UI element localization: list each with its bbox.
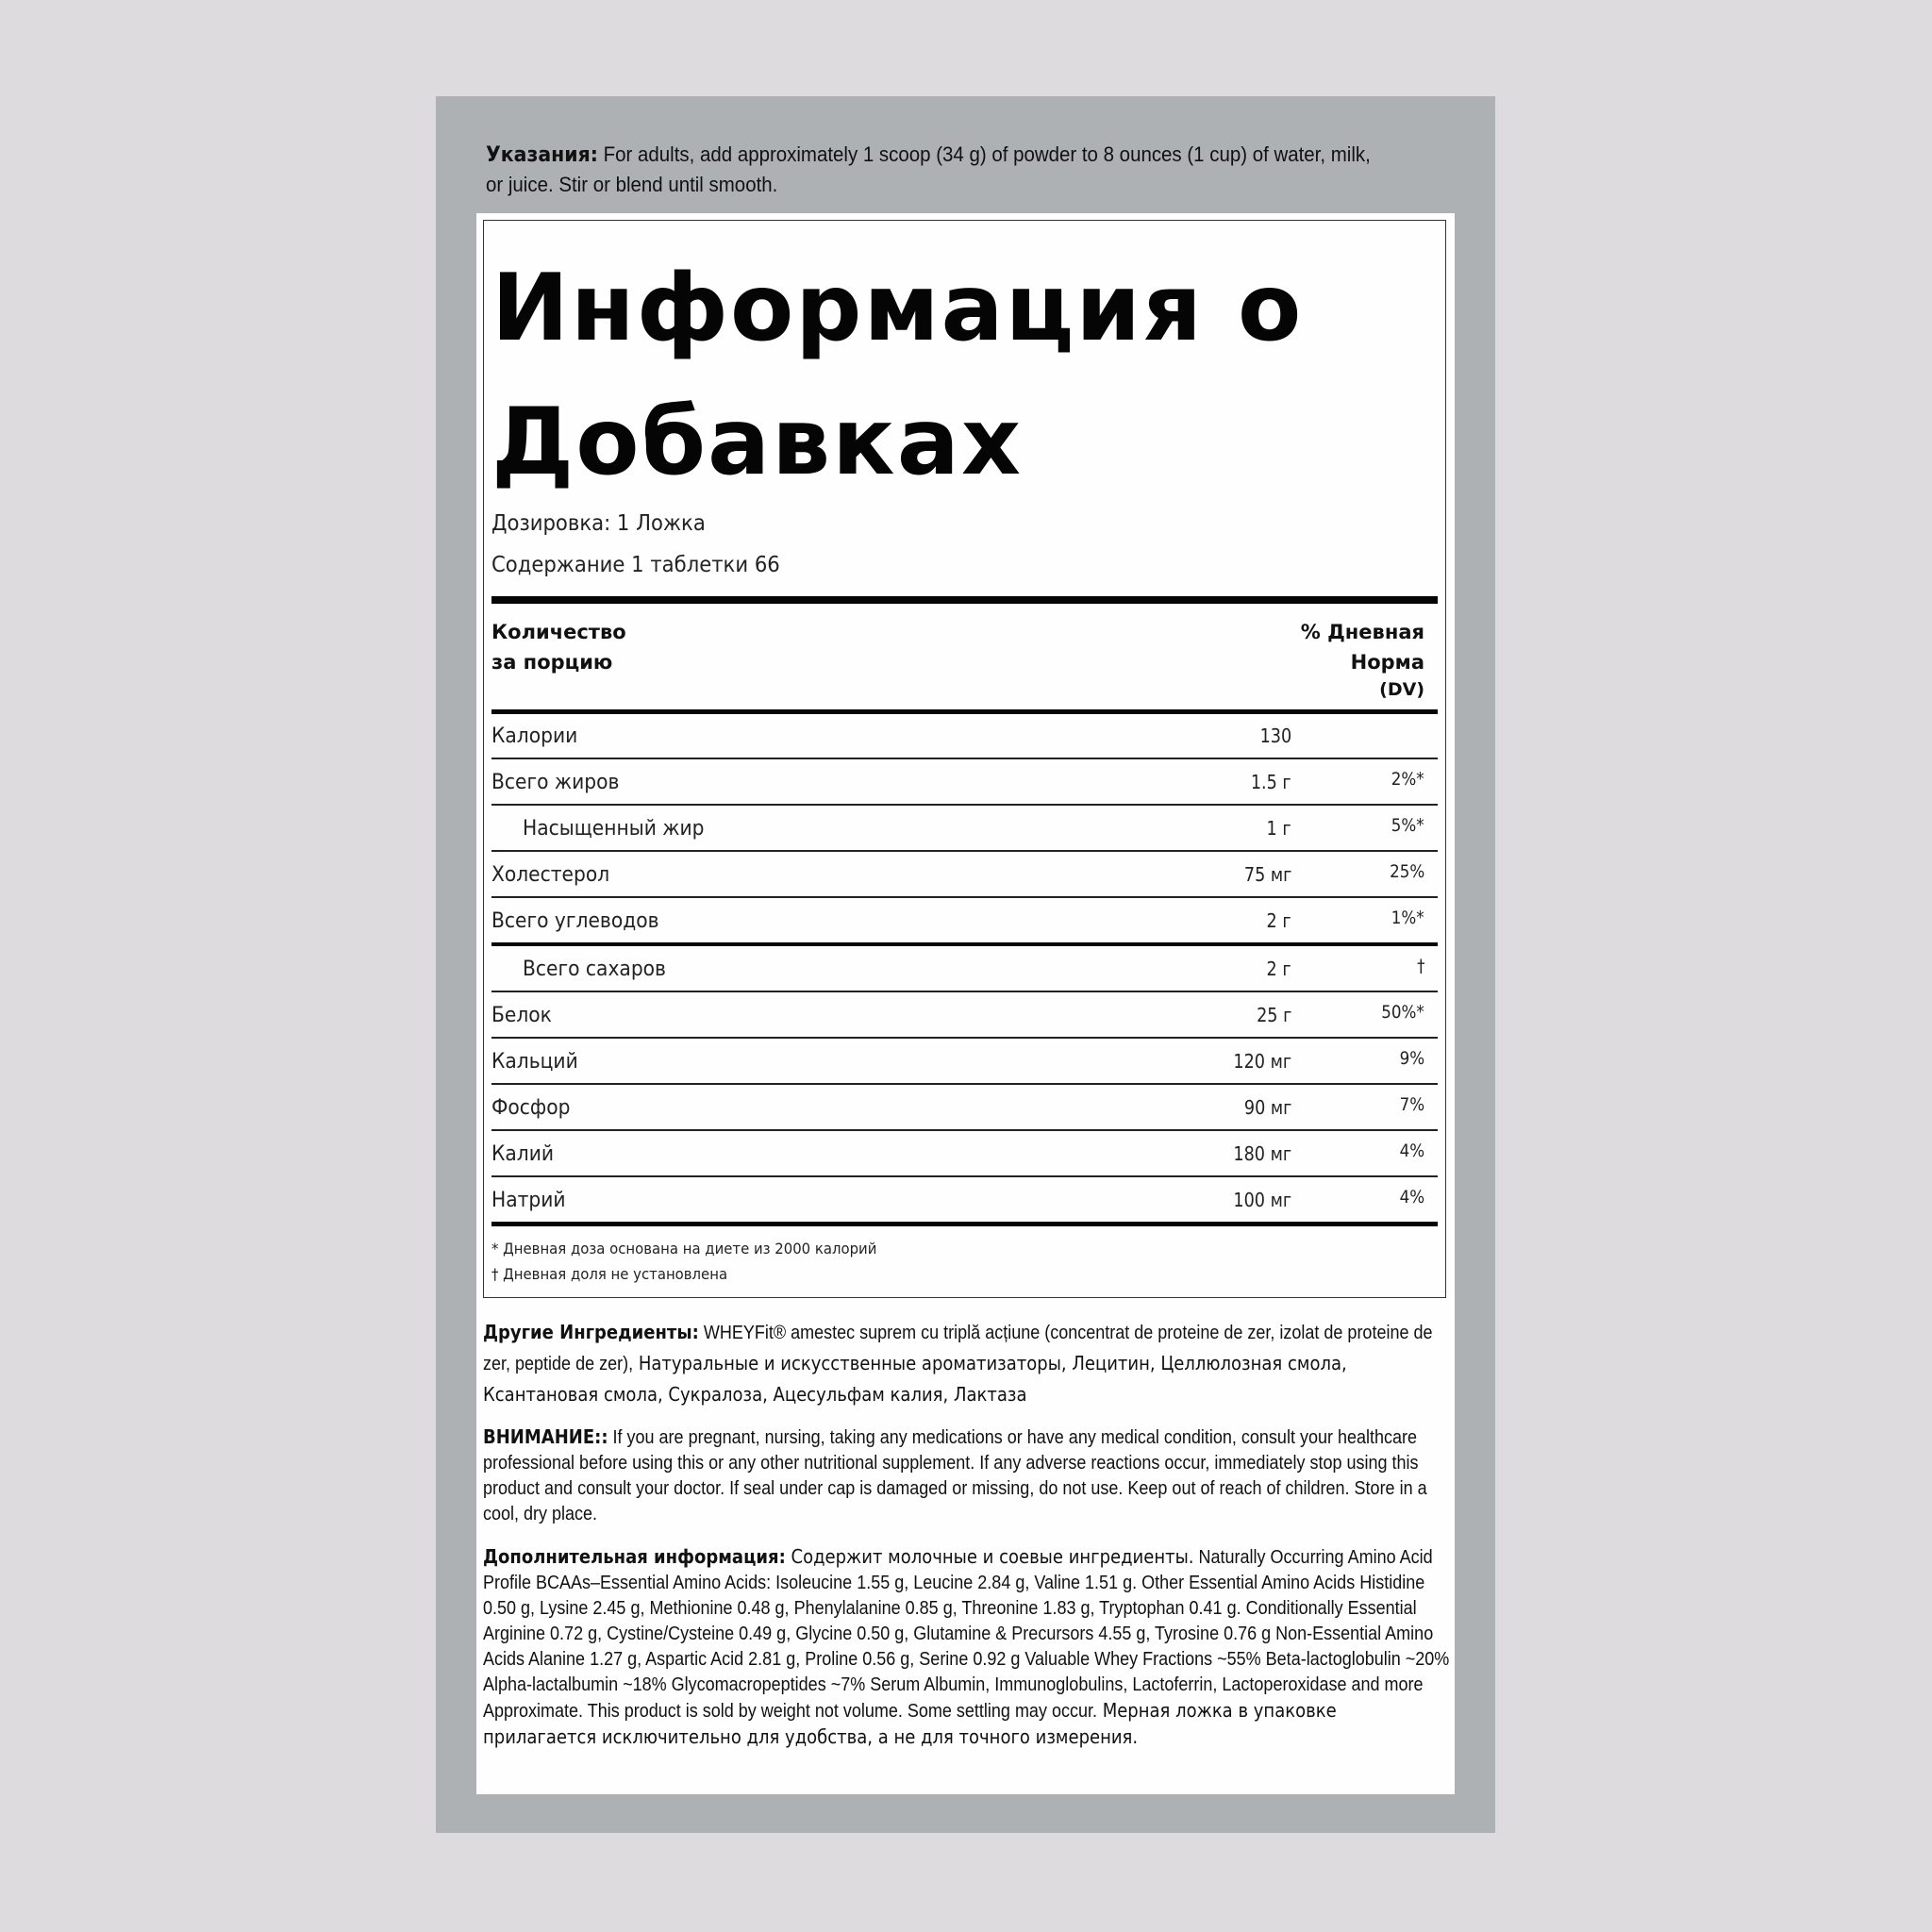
amount-per-serving-header xyxy=(491,617,626,677)
additional-info-label: Дополнительная информация: xyxy=(483,1545,786,1568)
nutrient-amount: 90 мг xyxy=(1243,1096,1291,1119)
nutrient-name: Белок xyxy=(491,1004,552,1027)
table-row xyxy=(491,992,1438,1039)
table-row xyxy=(491,946,1438,992)
table-row xyxy=(491,1085,1438,1131)
nutrient-dv: 4% xyxy=(1399,1187,1424,1208)
nutrient-amount: 25 г xyxy=(1256,1004,1291,1026)
nutrient-dv: 9% xyxy=(1399,1048,1424,1069)
nutrient-name: Калий xyxy=(491,1142,555,1166)
other-ingredients xyxy=(483,1317,1455,1410)
nutrient-name: Всего жиров xyxy=(491,771,620,794)
amount-header-line-2: за порцию xyxy=(491,651,613,674)
other-ingredients-cyrillic: Натуральные и искусственные ароматизаторы, Лецитин, Целлюлозная смола, Ксантановая смола, Сукралоза, Ацесульфам калия, Лактаза xyxy=(483,1352,1347,1406)
nutrient-name: Натрий xyxy=(491,1189,566,1212)
nutrient-amount: 2 г xyxy=(1266,909,1291,932)
dv-header-line-3: (DV) xyxy=(1379,679,1424,700)
warning-text: If you are pregnant, nursing, taking any medications or have any medical condition, consult your healthcare professional before using this or any other nutritional supplement. If any adverse reactions occur, immediately stop using this product and consult your doctor. If seal under cap is damaged or missing, do not use. Keep out of reach of children. Store in a cool, dry place. xyxy=(483,1427,1427,1524)
nutrient-dv: 50%* xyxy=(1381,1002,1424,1023)
nutrient-amount: 1 г xyxy=(1266,817,1291,840)
supplement-facts-box xyxy=(483,220,1446,1298)
nutrient-amount: 2 г xyxy=(1266,958,1291,980)
title-line-2: Добавках xyxy=(491,389,1024,496)
table-row xyxy=(491,806,1438,852)
nutrient-name: Кальций xyxy=(491,1050,578,1074)
nutrient-amount: 120 мг xyxy=(1233,1050,1291,1073)
footnote-not-established: † Дневная доля не установлена xyxy=(491,1265,728,1283)
warning xyxy=(483,1424,1455,1527)
additional-info xyxy=(483,1544,1455,1751)
additional-info-cyrillic-2: Мерная ложка в упаковке прилагается исключительно для удобства, а не для точного измерения. xyxy=(483,1699,1337,1748)
serving-size: Дозировка: 1 Ложка xyxy=(491,511,706,536)
table-row xyxy=(491,898,1438,946)
nutrient-name: Холестерол xyxy=(491,863,610,887)
table-row xyxy=(491,1039,1438,1085)
divider-thick xyxy=(491,596,1438,604)
additional-info-latin: Naturally Occurring Amino Acid Profile BCAAs–Essential Amino Acids: Isoleucine 1.55 g, Leucine 2.84 g, Valine 1.51 g. Other Essential Amino Acids Histidine 0.50 g, Lysine 2.45 g, Methionine 0.48 g, Phenylalanine 0.85 g, Threonine 1.83 g, Tryptophan 0.41 g. Conditionally Essential Arginine 0.72 g, Cystine/Cysteine 0.49 g, Glycine 0.50 g, Glutamine & Precursors 4.55 g, Tyrosine 0.76 g Non-Essential Amino Acids Alanine 1.27 g, Aspartic Acid 2.81 g, Proline 0.56 g, Serine 0.92 g Valuable Whey Fractions ~55% Beta-lactoglobulin ~20% Alpha-lactalbumin ~18% Glycomacropeptides ~7% Serum Albumin, Immunoglobulins, Lactoferrin, Lactoperoxidase and more Approximate. This product is sold by weight not volume. Some settling may occur. xyxy=(483,1547,1450,1722)
nutrient-name: Калории xyxy=(491,724,578,748)
nutrient-dv: 2%* xyxy=(1391,769,1424,790)
nutrient-amount: 180 мг xyxy=(1233,1142,1291,1165)
directions-label: Указания: xyxy=(486,143,598,167)
nutrient-dv: 1%* xyxy=(1391,908,1424,928)
servings-per-container: Содержание 1 таблетки 66 xyxy=(491,553,780,577)
table-row xyxy=(491,759,1438,806)
nutrient-amount: 130 xyxy=(1259,724,1291,747)
nutrient-table xyxy=(491,713,1438,1226)
nutrient-dv: 7% xyxy=(1399,1094,1424,1115)
table-row xyxy=(491,1131,1438,1177)
daily-value-header xyxy=(1301,617,1424,702)
footnote-daily-value: * Дневная доза основана на диете из 2000 калорий xyxy=(491,1240,877,1257)
warning-label: ВНИМАНИЕ:: xyxy=(483,1425,608,1448)
nutrient-dv: 4% xyxy=(1399,1141,1424,1161)
table-row xyxy=(491,852,1438,898)
dv-header-line-2: Норма xyxy=(1350,651,1424,674)
nutrient-name: Всего углеводов xyxy=(491,909,659,933)
nutrient-name: Насыщенный жир xyxy=(523,817,705,841)
table-row xyxy=(491,713,1438,759)
title-line-1: Информация о xyxy=(491,255,1304,362)
other-ingredients-latin: WHEYFit® amestec suprem cu triplă acțiune (concentrat de proteine de zer, izolat de proteine de zer, peptide de zer), xyxy=(483,1323,1433,1374)
directions-text: For adults, add approximately 1 scoop (34 g) of powder to 8 ounces (1 cup) of water, milk, or juice. Stir or blend until smooth. xyxy=(486,142,1371,196)
facts-title xyxy=(491,242,1303,509)
dv-header-line-1: % Дневная xyxy=(1300,621,1424,643)
table-row xyxy=(491,1177,1438,1226)
nutrient-dv: 25% xyxy=(1389,861,1424,882)
nutrient-amount: 75 мг xyxy=(1243,863,1291,886)
additional-info-cyrillic-1: Содержит молочные и соевые ингредиенты. xyxy=(785,1545,1194,1568)
nutrient-amount: 1.5 г xyxy=(1251,771,1291,793)
directions xyxy=(486,140,1385,199)
amount-header-line-1: Количество xyxy=(491,621,626,643)
nutrient-name: Фосфор xyxy=(491,1096,571,1120)
nutrient-amount: 100 мг xyxy=(1233,1189,1291,1211)
other-ingredients-label: Другие Ингредиенты: xyxy=(483,1321,699,1343)
nutrient-name: Всего сахаров xyxy=(523,958,667,981)
nutrient-dv: 5%* xyxy=(1391,815,1424,836)
nutrient-dv: † xyxy=(1416,956,1424,976)
